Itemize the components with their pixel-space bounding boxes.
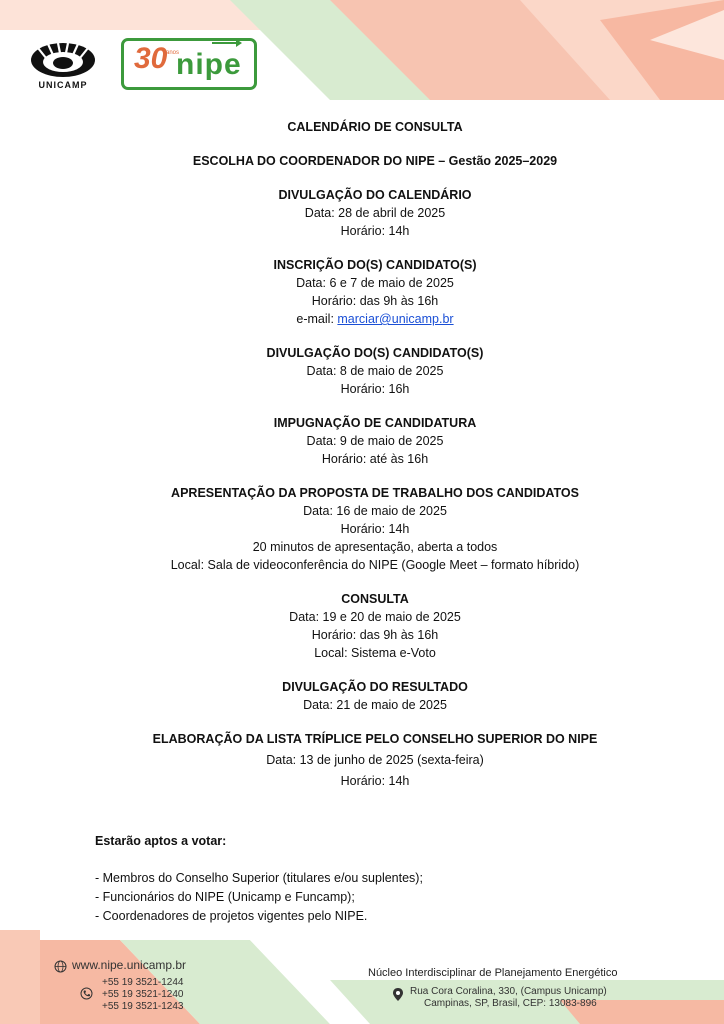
section-divulgacao-resultado [60, 678, 690, 714]
email-link[interactable]: marciar@unicamp.br [337, 312, 454, 326]
section-line: Data: 19 e 20 de maio de 2025 [289, 610, 461, 624]
calendar-content [60, 118, 690, 790]
section-line: Data: 28 de abril de 2025 [304, 206, 446, 220]
section-heading: IMPUGNAÇÃO DE CANDIDATURA [273, 416, 477, 430]
section-divulgacao-calendario [60, 186, 690, 240]
section-line: Data: 8 de maio de 2025 [306, 364, 444, 378]
unicamp-logo-text: UNICAMP [38, 80, 88, 90]
globe-icon [54, 960, 67, 973]
phone-number: +55 19 3521-1244 [102, 977, 184, 988]
location-pin-icon [393, 988, 403, 1001]
page-title: CALENDÁRIO DE CONSULTA [287, 120, 463, 134]
address-line: Campinas, SP, Brasil, CEP: 13083-896 [424, 998, 597, 1009]
section-lista-triplice [60, 730, 690, 790]
section-heading: INSCRIÇÃO DO(S) CANDIDATO(S) [273, 258, 477, 272]
section-line: 20 minutos de apresentação, aberta a todos [252, 540, 498, 554]
section-inscricao [60, 256, 690, 328]
voters-title: Estarão aptos a votar: [95, 834, 227, 848]
footer-website[interactable] [72, 958, 186, 972]
voters-block [95, 832, 655, 926]
phone-icon [80, 987, 93, 1000]
nipe-logo-word: nipe [176, 48, 242, 81]
footer-website-text: www.nipe.unicamp.br [72, 958, 187, 972]
section-line: Data: 21 de maio de 2025 [303, 698, 447, 712]
email-line [60, 310, 690, 328]
section-line: Horário: das 9h às 16h [311, 294, 439, 308]
section-heading: DIVULGAÇÃO DO(S) CANDIDATO(S) [266, 346, 484, 360]
section-line: Horário: 14h [340, 774, 410, 788]
arrow-icon [212, 39, 242, 47]
phone-number: +55 19 3521-1240 [102, 989, 184, 1000]
section-divulgacao-candidatos [60, 344, 690, 398]
list-item: - Coordenadores de projetos vigentes pelo NIPE. [95, 909, 368, 923]
section-line: Data: 16 de maio de 2025 [303, 504, 447, 518]
section-line: Horário: até às 16h [321, 452, 429, 466]
nipe-logo-anos: anos [166, 50, 180, 56]
list-item: - Membros do Conselho Superior (titulares e/ou suplentes); [95, 871, 423, 885]
list-item: - Funcionários do NIPE (Unicamp e Funcamp); [95, 890, 355, 904]
section-heading: CONSULTA [341, 592, 409, 606]
email-label: e-mail: [296, 312, 338, 326]
address-line: Rua Cora Coralina, 330, (Campus Unicamp) [410, 986, 607, 997]
page-subtitle: ESCOLHA DO COORDENADOR DO NIPE – Gestão 2025–2029 [192, 154, 558, 168]
section-line: Horário: 14h [340, 224, 410, 238]
phone-number: +55 19 3521-1243 [102, 1001, 184, 1012]
section-impugnacao [60, 414, 690, 468]
footer-address [410, 986, 607, 1010]
section-line: Local: Sala de videoconferência do NIPE (Google Meet – formato híbrido) [170, 558, 580, 572]
section-heading: DIVULGAÇÃO DO CALENDÁRIO [278, 188, 472, 202]
footer-institution: Núcleo Interdisciplinar de Planejamento Energético [368, 967, 618, 979]
nipe-logo-number: 30 [134, 42, 168, 75]
section-apresentacao [60, 484, 690, 574]
section-heading: APRESENTAÇÃO DA PROPOSTA DE TRABALHO DOS CANDIDATOS [171, 486, 579, 500]
header-decoration [0, 0, 724, 100]
footer-phones [102, 977, 183, 1013]
section-line: Horário: 14h [340, 522, 410, 536]
section-line: Data: 9 de maio de 2025 [306, 434, 444, 448]
section-heading: DIVULGAÇÃO DO RESULTADO [282, 680, 468, 694]
section-heading: ELABORAÇÃO DA LISTA TRÍPLICE PELO CONSELHO SUPERIOR DO NIPE [152, 732, 598, 746]
section-line: Data: 6 e 7 de maio de 2025 [296, 276, 454, 290]
nipe-logo [121, 38, 257, 90]
section-line: Horário: 16h [340, 382, 410, 396]
section-line: Local: Sistema e-Voto [314, 646, 436, 660]
section-line: Data: 13 de junho de 2025 (sexta-feira) [266, 753, 484, 767]
section-line: Horário: das 9h às 16h [311, 628, 439, 642]
section-consulta [60, 590, 690, 662]
